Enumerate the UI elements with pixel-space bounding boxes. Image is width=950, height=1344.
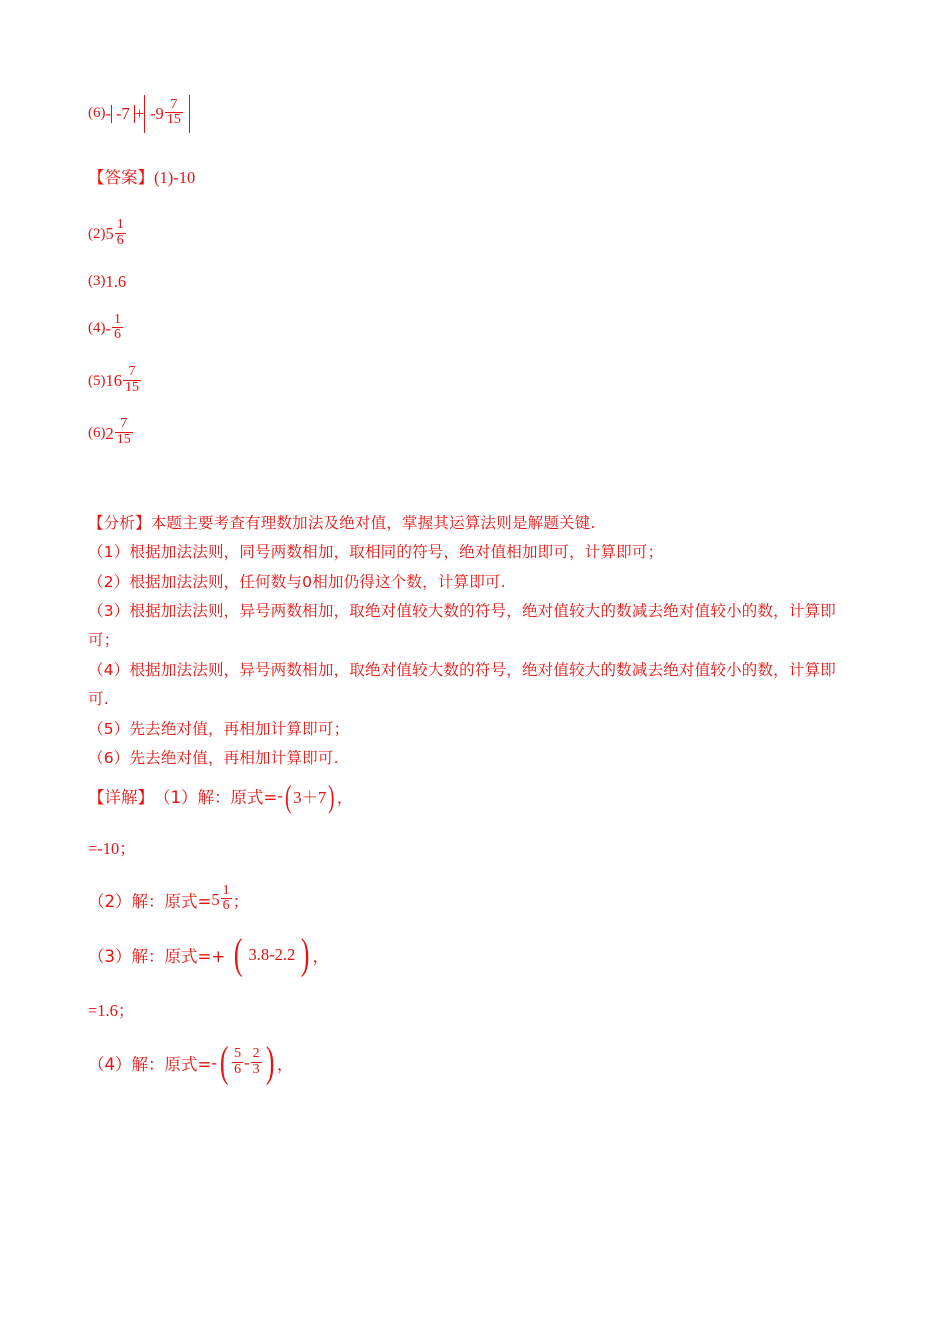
- section-spacer: [88, 471, 840, 509]
- detail-step-3-result: =1.6；: [88, 1001, 135, 1021]
- detail-step1-prefix: （1）解：原式=: [154, 788, 278, 808]
- answer-5-numerator: 7: [123, 365, 141, 381]
- detail-step4-num1: 5: [234, 1046, 242, 1062]
- detail-step2-suffix: ；: [232, 891, 250, 911]
- left-paren-icon: (: [219, 1039, 229, 1087]
- analysis-point-6: （6）先去绝对值，再相加计算即可.: [88, 749, 339, 768]
- answer-6-numerator: 7: [115, 417, 133, 433]
- answer-2-denominator: 6: [116, 232, 124, 248]
- detail-step2-prefix: （2）解：原式=: [88, 891, 212, 911]
- detail-step2-whole: 5: [211, 889, 220, 909]
- analysis-point-2: （2）根据加法法则，任何数与0相加仍得这个数，计算即可.: [88, 572, 506, 591]
- answer-2-numerator: 1: [116, 217, 124, 233]
- answer-4-fraction: [112, 313, 123, 343]
- answer-1-value: -10: [173, 167, 196, 187]
- left-paren-icon: (: [284, 778, 292, 814]
- detail-step2-numerator: 1: [222, 882, 230, 898]
- detail-step4-minus: -: [244, 1053, 250, 1073]
- abs2-whole: -9: [150, 103, 164, 123]
- analysis-point-1: （1）根据加法法则，同号两数相加，取相同的符号，绝对值相加即可，计算即可；: [88, 543, 664, 562]
- detail-step4-prefix: （4）解：原式=: [88, 1055, 212, 1075]
- detail-step4-den1: 6: [234, 1061, 242, 1077]
- detail-step1-inner: 3＋7: [293, 788, 327, 808]
- abs2-denominator: 15: [166, 112, 181, 128]
- answer-line-6: [88, 418, 840, 448]
- analysis-point-4: （4）根据加法法则，异号两数相加，取绝对值较大数的符号，绝对值较大的数减去绝对值较小的数，计算即可.: [88, 660, 836, 709]
- answer-4-denominator: 6: [114, 327, 121, 343]
- answer-line-2: [88, 219, 840, 249]
- detail-step2-fraction: [221, 884, 232, 914]
- detail-step-3: [88, 931, 840, 979]
- answer-4-numerator: 1: [114, 311, 121, 327]
- answer-2-fraction: [115, 218, 126, 248]
- detail-step3-suffix: ，: [312, 947, 329, 967]
- right-paren-icon: ): [301, 931, 310, 979]
- question-label: (6): [88, 105, 106, 122]
- detail-step-1-result: =-10；: [88, 838, 136, 858]
- answer-6-whole: 2: [105, 423, 114, 443]
- detail-step3-inner: 3.8-2.2: [248, 945, 296, 965]
- detail-tag: 【详解】: [88, 788, 154, 808]
- answer-2-whole: 5: [105, 224, 114, 244]
- analysis-intro: 本题主要考查有理数加法及绝对值，掌握其运算法则是解题关键.: [150, 513, 596, 532]
- answer-3-value: 1.6: [105, 271, 127, 291]
- abs1-content: -7: [116, 103, 130, 123]
- right-paren-icon: ): [328, 778, 335, 814]
- answer-4-label: (4): [88, 320, 106, 337]
- detail-step-2: [88, 882, 840, 915]
- detail-step-4: [88, 1039, 840, 1087]
- answer-4-sign: -: [105, 318, 111, 338]
- answer-line-1: [88, 167, 840, 189]
- analysis-tag: 【分析】: [88, 513, 151, 532]
- answer-line-3: [88, 272, 840, 292]
- detail-spacer: [88, 774, 840, 784]
- absolute-value-bars-1: [111, 105, 135, 122]
- question-plus: +: [134, 103, 145, 123]
- detail-step1-paren-group: [283, 778, 337, 814]
- answer-block: [88, 167, 840, 449]
- answer-5-whole: 16: [105, 371, 122, 391]
- answer-6-fraction: [115, 417, 133, 447]
- answer-1-label: (1): [154, 167, 174, 187]
- answer-tag: 【答案】: [88, 167, 154, 187]
- answer-6-label: (6): [88, 425, 106, 442]
- detail-step2-denominator: 6: [222, 898, 230, 914]
- answer-2-label: (2): [88, 225, 106, 242]
- question-item-6: [88, 95, 840, 133]
- absolute-value-bars-2: [144, 95, 190, 133]
- detail-step1-suffix: ，: [336, 788, 354, 808]
- detail-block: [88, 778, 840, 1087]
- detail-step4-num2: 2: [252, 1046, 260, 1062]
- detail-step3-paren-group: [231, 931, 312, 979]
- analysis-point-5: （5）先去绝对值，再相加计算即可；: [88, 719, 350, 738]
- answer-5-label: (5): [88, 372, 106, 389]
- analysis-point-3: （3）根据加法法则，异号两数相加，取绝对值较大数的符号，绝对值较大的数减去绝对值较小的数，计算即可；: [88, 602, 836, 650]
- detail-step4-sign: -: [211, 1053, 217, 1073]
- abs2-fraction: [165, 98, 183, 128]
- answer-line-5: [88, 363, 840, 396]
- detail-step4-paren-group: [217, 1039, 277, 1087]
- answer-6-denominator: 15: [116, 432, 131, 448]
- detail-step-1: [88, 778, 840, 814]
- abs2-numerator: 7: [165, 98, 183, 114]
- detail-step4-suffix: ，: [276, 1055, 294, 1075]
- answer-5-denominator: 15: [125, 379, 139, 395]
- detail-step3-prefix: （3）解：原式=+: [88, 947, 226, 967]
- question-minus: -: [105, 103, 111, 123]
- detail-step4-fraction-1: [232, 1047, 243, 1077]
- answer-line-4: [88, 311, 840, 344]
- analysis-block: [88, 509, 840, 774]
- left-paren-icon: (: [234, 931, 243, 979]
- analysis-intro-line: [88, 509, 840, 538]
- detail-step4-den2: 3: [252, 1061, 260, 1077]
- detail-step1-sign: -: [277, 786, 283, 806]
- right-paren-icon: ): [265, 1039, 275, 1087]
- detail-step4-fraction-2: [251, 1047, 262, 1077]
- answer-5-fraction: [123, 365, 141, 395]
- answer-3-label: (3): [88, 273, 106, 290]
